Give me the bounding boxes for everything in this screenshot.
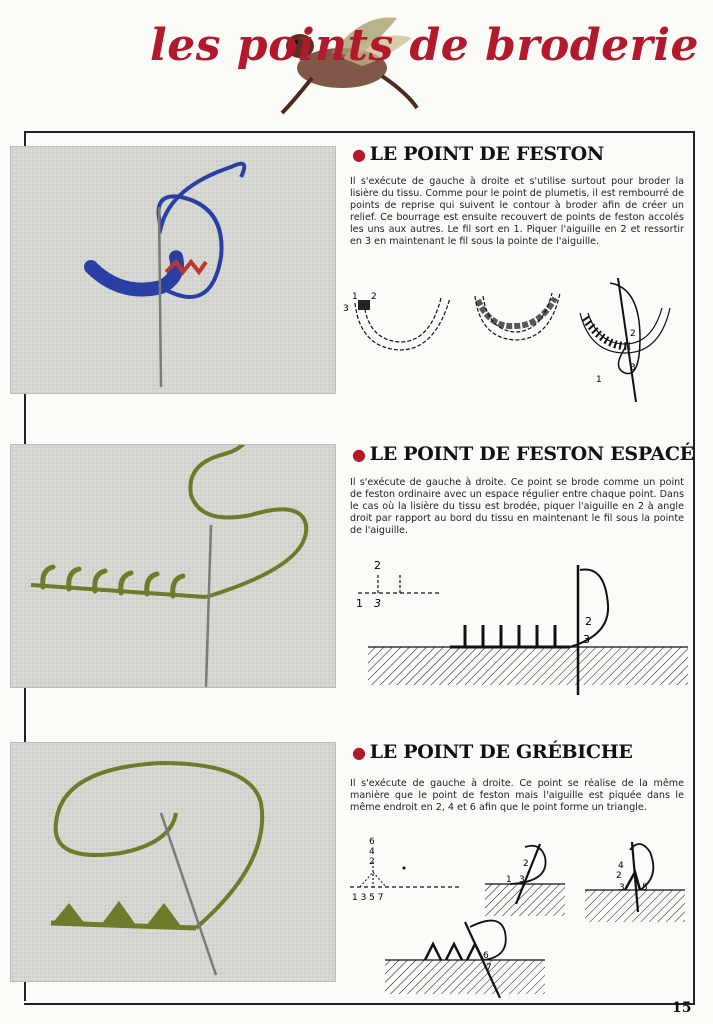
diagram-feston-step1: [343, 292, 450, 350]
page-header: [0, 0, 713, 125]
label-2: 2: [523, 859, 529, 869]
section-title-grebiche: [352, 741, 633, 763]
diagram-grebiche-step3: [585, 842, 685, 922]
label-6: 6: [483, 951, 489, 961]
label-2: 2: [374, 559, 381, 572]
label-7: 7: [486, 963, 492, 973]
page-number: 15: [672, 1000, 692, 1016]
frame-left-segment: [24, 980, 26, 1001]
section-title-text: LE POINT DE FESTON ESPACÉ: [369, 443, 694, 465]
label-3: 3: [630, 363, 636, 373]
diagram-grebiche: [340, 832, 692, 998]
label-4: 4: [618, 861, 624, 871]
label-5: 5: [642, 883, 648, 893]
label-2: 2: [616, 871, 622, 881]
bullet-icon: ●: [352, 445, 366, 464]
label-2: 2: [369, 857, 375, 867]
diagram-espace-step2: [368, 565, 688, 695]
diagram-feston-espace: [340, 555, 690, 695]
diagram-espace-step1: [356, 559, 440, 610]
diagram-feston: [340, 278, 690, 402]
frame-left-segment: [24, 131, 26, 146]
photo-feston: [10, 146, 336, 394]
section-text-feston: Il s'exécute de gauche à droite et s'utilise surtout pour broder la lisière du tissu. Comme pour le point de plumetis, il est rembourré de points de reprise qui suivent le contour à broder afin de créer un relief. Ce bourrage est ensuite recouvert de points de feston accolés les uns aux autres. Le fil sort en 1. Piquer l'aiguille en 2 et ressortir en 3 en maintenant le fil sous la pointe de l'aiguille.: [350, 176, 685, 247]
frame-left-segment: [24, 392, 26, 444]
diagram-feston-step3: [580, 278, 670, 402]
section-title-text: LE POINT DE FESTON: [369, 143, 604, 165]
label-1: 1: [596, 375, 602, 385]
diagram-feston-step2: [475, 293, 560, 340]
label-1: 1: [506, 875, 512, 885]
section-text-feston-espace: Il s'exécute de gauche à droite. Ce point se brode comme un point de feston ordinaire avec un espace régulier entre chaque point. Dans le cas où la lisière du tissu est brodée, piquer l'aiguille en 2 à angle droit par rapport au bord du tissu en maintenant le fil sous la pointe de l'aiguille.: [350, 477, 684, 536]
label-3: 3: [343, 304, 349, 314]
label-2: 2: [585, 615, 592, 628]
label-6: 6: [369, 837, 375, 847]
bullet-icon: ●: [352, 145, 366, 164]
diagram-grebiche-step1: [350, 837, 460, 903]
label-2: 2: [371, 292, 377, 302]
label-1: 1: [352, 292, 358, 302]
label-1: 1: [356, 597, 363, 610]
label-3: 3: [583, 633, 590, 646]
label-3: 3: [519, 875, 525, 885]
diagram-grebiche-step2: [485, 844, 565, 916]
page-title: les points de broderie: [150, 20, 700, 71]
photo-feston-espace: [10, 444, 336, 688]
label-sequence: 1 3 5 7: [352, 893, 384, 903]
label-2: 2: [630, 329, 636, 339]
photo-grebiche: [10, 742, 336, 982]
section-title-feston: [352, 143, 604, 165]
section-text-grebiche: Il s'exécute de gauche à droite. Ce point se réalise de la même manière que le point de feston mais l'aiguille est piquée dans le même endroit en 2, 4 et 6 afin que le point forme un triangle.: [350, 778, 684, 813]
bullet-icon: ●: [352, 743, 366, 762]
label-3: 3: [619, 883, 625, 893]
section-title-text: LE POINT DE GRÉBICHE: [369, 741, 633, 763]
label-3: 3: [374, 597, 381, 610]
diagram-grebiche-step4: [385, 921, 545, 998]
label-4: 4: [369, 847, 375, 857]
frame-left-segment: [24, 686, 26, 742]
section-title-feston-espace: [352, 443, 694, 465]
